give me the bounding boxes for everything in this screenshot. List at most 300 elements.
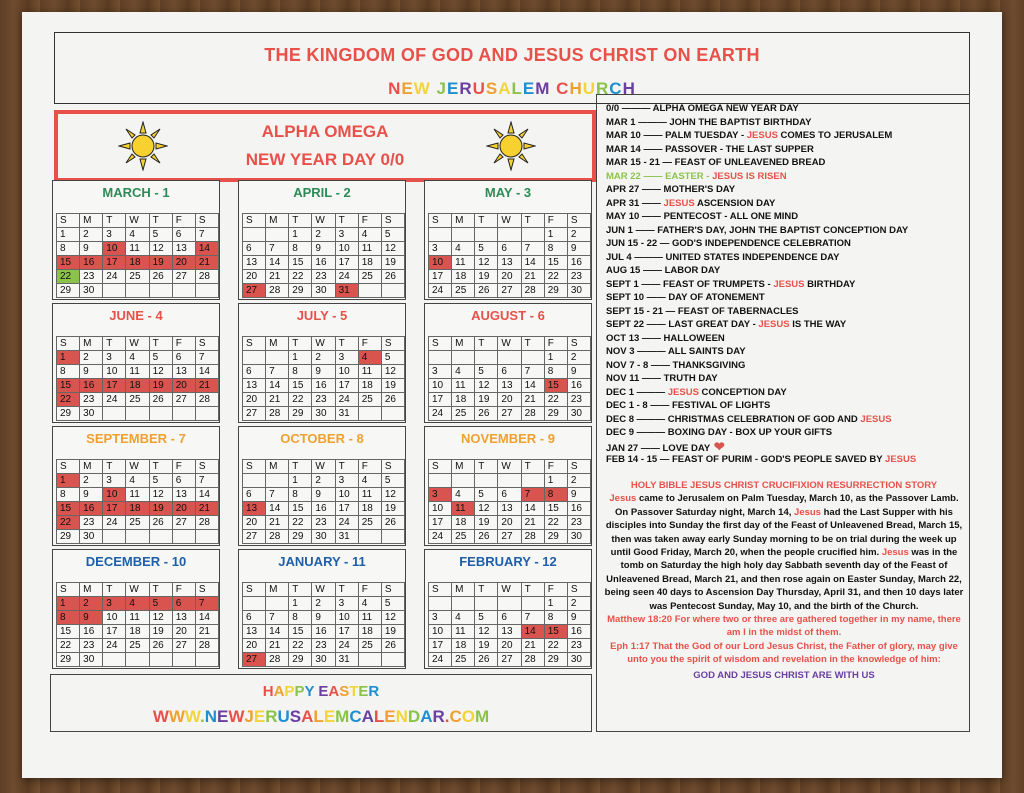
day-cell: 11: [452, 379, 475, 393]
day-cell: [429, 228, 452, 242]
day-cell: 28: [195, 516, 218, 530]
day-cell: 9: [567, 242, 590, 256]
day-cell: 6: [243, 242, 266, 256]
day-cell: 16: [567, 625, 590, 639]
weekday-header: W: [312, 337, 335, 351]
day-cell: 15: [57, 502, 80, 516]
day-cell: 22: [544, 393, 567, 407]
day-cell: 24: [103, 393, 126, 407]
day-cell: 24: [335, 270, 358, 284]
weekday-header: S: [567, 583, 590, 597]
holiday-entry: SEPT 15 - 21 — FEAST OF TABERNACLES: [606, 305, 799, 317]
day-cell: 8: [57, 365, 80, 379]
month-title: APRIL - 2: [293, 185, 351, 200]
day-cell: 11: [126, 242, 149, 256]
day-cell: 21: [266, 270, 289, 284]
month-calendar: [424, 426, 592, 546]
day-cell: 4: [358, 351, 381, 365]
day-cell: 15: [289, 379, 312, 393]
weekday-header: F: [172, 337, 195, 351]
day-cell: 24: [335, 516, 358, 530]
day-cell: 4: [452, 242, 475, 256]
day-cell: 17: [429, 270, 452, 284]
day-cell: [149, 653, 172, 667]
day-cell: 23: [312, 639, 335, 653]
day-cell: 19: [149, 379, 172, 393]
month-calendar: [52, 426, 220, 546]
weekday-header: F: [544, 460, 567, 474]
day-cell: 2: [567, 351, 590, 365]
day-cell: 26: [381, 270, 404, 284]
day-cell: 31: [335, 407, 358, 421]
holiday-entry: MAR 1 ——— JOHN THE BAPTIST BIRTHDAY: [606, 116, 812, 128]
day-cell: 22: [544, 639, 567, 653]
holiday-entry: SEPT 10 —— DAY OF ATONEMENT: [606, 292, 765, 303]
holiday-entry: JUN 15 - 22 — GOD'S INDEPENDENCE CELEBRATION: [606, 238, 851, 249]
day-cell: 27: [172, 393, 195, 407]
day-cell: [149, 407, 172, 421]
day-cell: [452, 351, 475, 365]
month-calendar: [238, 180, 406, 300]
day-cell: 15: [57, 379, 80, 393]
day-cell: 26: [149, 270, 172, 284]
day-cell: [521, 228, 544, 242]
weekday-header: S: [195, 337, 218, 351]
month-title: OCTOBER - 8: [280, 431, 364, 446]
new-year-banner: [54, 110, 596, 182]
day-cell: 11: [126, 611, 149, 625]
day-cell: 17: [429, 639, 452, 653]
day-cell: 8: [57, 488, 80, 502]
day-cell: 15: [289, 256, 312, 270]
day-cell: 1: [57, 351, 80, 365]
day-cell: [126, 407, 149, 421]
day-cell: 14: [195, 611, 218, 625]
weekday-header: T: [149, 214, 172, 228]
day-cell: 18: [358, 625, 381, 639]
day-cell: [149, 530, 172, 544]
weekday-header: T: [335, 214, 358, 228]
day-cell: 8: [57, 242, 80, 256]
day-cell: 16: [312, 256, 335, 270]
day-cell: 15: [544, 379, 567, 393]
weekday-header: T: [521, 214, 544, 228]
weekday-header: S: [243, 460, 266, 474]
day-cell: 30: [567, 653, 590, 667]
weekday-header: S: [429, 337, 452, 351]
day-cell: 1: [289, 474, 312, 488]
day-cell: 14: [195, 242, 218, 256]
day-cell: [103, 530, 126, 544]
weekday-header: S: [381, 460, 404, 474]
holiday-entry: FEB 14 - 15 — FEAST OF PURIM - GOD'S PEOPLE SAVED BY JESUS: [606, 454, 917, 465]
holiday-panel: [596, 94, 970, 732]
holiday-entry: MAR 10 —— PALM TUESDAY - JESUS COMES TO JERUSALEM: [606, 130, 893, 141]
day-cell: 30: [567, 407, 590, 421]
holiday-entry: MAR 15 - 21 — FEAST OF UNLEAVENED BREAD: [606, 157, 826, 168]
day-cell: 13: [243, 256, 266, 270]
day-cell: 2: [80, 228, 103, 242]
verse-matthew: Matthew 18:20 For where two or three are gathered together in my name, there am I in the midst of them.: [607, 614, 961, 639]
month-title: AUGUST - 6: [471, 308, 545, 323]
weekday-header: T: [335, 460, 358, 474]
day-cell: [498, 228, 521, 242]
day-cell: 26: [149, 639, 172, 653]
day-cell: 4: [126, 474, 149, 488]
day-cell: 11: [358, 242, 381, 256]
day-cell: 2: [312, 351, 335, 365]
day-cell: 10: [429, 625, 452, 639]
day-cell: 25: [126, 393, 149, 407]
day-cell: 9: [80, 611, 103, 625]
day-cell: 13: [498, 625, 521, 639]
banner-line-2: NEW YEAR DAY 0/0: [245, 150, 405, 169]
day-cell: 23: [567, 270, 590, 284]
holiday-entry: SEPT 22 —— LAST GREAT DAY - JESUS IS THE WAY: [606, 319, 847, 330]
day-cell: 25: [358, 270, 381, 284]
holiday-entry: NOV 7 - 8 —— THANKSGIVING: [606, 359, 746, 371]
day-cell: [475, 351, 498, 365]
weekday-header: M: [452, 337, 475, 351]
weekday-header: S: [195, 214, 218, 228]
day-cell: 25: [452, 284, 475, 298]
day-cell: 11: [126, 488, 149, 502]
day-cell: 27: [243, 653, 266, 667]
banner-line-1: ALPHA OMEGA: [261, 122, 389, 141]
weekday-header: W: [126, 583, 149, 597]
day-cell: 12: [475, 379, 498, 393]
day-cell: 20: [498, 393, 521, 407]
day-cell: 21: [195, 379, 218, 393]
day-cell: 4: [126, 597, 149, 611]
month-title: NOVEMBER - 9: [461, 431, 555, 446]
day-cell: 3: [103, 474, 126, 488]
day-cell: 22: [544, 516, 567, 530]
holiday-entry: DEC 1 - 8 —— FESTIVAL OF LIGHTS: [606, 400, 771, 411]
day-cell: 15: [544, 256, 567, 270]
day-cell: 16: [567, 379, 590, 393]
day-cell: 15: [57, 256, 80, 270]
day-cell: [243, 474, 266, 488]
day-cell: 4: [452, 488, 475, 502]
day-cell: 25: [358, 393, 381, 407]
day-cell: 22: [289, 639, 312, 653]
day-cell: [521, 474, 544, 488]
day-cell: 22: [544, 270, 567, 284]
verse-ephesians: Eph 1:17 That the God of our Lord Jesus Christ, the Father of glory, may give unto you the spirit of wisdom and revelation in the knowledge of him:: [610, 640, 958, 666]
church-name: NEW JERUSALEM CHURCH: [388, 79, 636, 98]
weekday-header: W: [498, 214, 521, 228]
day-cell: 18: [452, 639, 475, 653]
day-cell: 13: [243, 625, 266, 639]
day-cell: 3: [335, 228, 358, 242]
day-cell: 13: [498, 256, 521, 270]
day-cell: [149, 284, 172, 298]
day-cell: 1: [57, 597, 80, 611]
day-cell: 8: [544, 488, 567, 502]
day-cell: 26: [475, 530, 498, 544]
day-cell: 1: [57, 474, 80, 488]
day-cell: 2: [312, 228, 335, 242]
weekday-header: F: [172, 214, 195, 228]
day-cell: 10: [103, 611, 126, 625]
day-cell: 28: [266, 407, 289, 421]
holiday-entry: JUN 1 —— FATHER'S DAY, JOHN THE BAPTIST CONCEPTION DAY: [606, 224, 909, 236]
day-cell: 28: [521, 284, 544, 298]
day-cell: [475, 597, 498, 611]
sun-icon: [486, 121, 536, 171]
day-cell: 24: [103, 270, 126, 284]
day-cell: 16: [312, 502, 335, 516]
day-cell: 24: [103, 516, 126, 530]
day-cell: 5: [381, 474, 404, 488]
day-cell: 9: [312, 488, 335, 502]
day-cell: 14: [195, 365, 218, 379]
day-cell: 10: [429, 502, 452, 516]
day-cell: [475, 474, 498, 488]
day-cell: 20: [172, 256, 195, 270]
day-cell: 3: [103, 228, 126, 242]
day-cell: 14: [266, 256, 289, 270]
website-link[interactable]: WWW.NEWJERUSALEMCALENDAR.COM: [152, 707, 490, 726]
weekday-header: S: [381, 583, 404, 597]
day-cell: 28: [521, 653, 544, 667]
day-cell: 30: [567, 530, 590, 544]
day-cell: 21: [266, 393, 289, 407]
day-cell: [103, 284, 126, 298]
day-cell: 18: [358, 256, 381, 270]
day-cell: 11: [126, 365, 149, 379]
day-cell: 26: [381, 639, 404, 653]
weekday-header: F: [172, 460, 195, 474]
day-cell: [521, 351, 544, 365]
story-title: HOLY BIBLE JESUS CHRIST CRUCIFIXION RESURRECTION STORY: [630, 480, 938, 491]
weekday-header: T: [289, 583, 312, 597]
weekday-header: M: [80, 583, 103, 597]
month-calendar: [424, 549, 592, 669]
day-cell: [452, 474, 475, 488]
day-cell: 19: [475, 639, 498, 653]
day-cell: 28: [266, 530, 289, 544]
day-cell: 6: [498, 611, 521, 625]
day-cell: 1: [544, 474, 567, 488]
day-cell: 27: [243, 284, 266, 298]
day-cell: 23: [312, 270, 335, 284]
day-cell: 6: [172, 351, 195, 365]
weekday-header: W: [126, 337, 149, 351]
day-cell: 2: [312, 597, 335, 611]
day-cell: 9: [312, 242, 335, 256]
day-cell: 15: [544, 625, 567, 639]
day-cell: 5: [475, 365, 498, 379]
weekday-header: S: [429, 460, 452, 474]
holiday-entry: SEPT 1 —— FEAST OF TRUMPETS - JESUS BIRTHDAY: [606, 278, 856, 290]
day-cell: 2: [80, 597, 103, 611]
day-cell: 28: [195, 393, 218, 407]
day-cell: 3: [335, 597, 358, 611]
day-cell: 27: [243, 407, 266, 421]
day-cell: 8: [289, 242, 312, 256]
day-cell: 10: [103, 365, 126, 379]
holiday-entry: 0/0 ——— ALPHA OMEGA NEW YEAR DAY: [606, 103, 799, 114]
day-cell: 23: [567, 639, 590, 653]
day-cell: 30: [312, 530, 335, 544]
weekday-header: T: [475, 583, 498, 597]
day-cell: 26: [381, 516, 404, 530]
day-cell: 2: [80, 474, 103, 488]
day-cell: [521, 597, 544, 611]
day-cell: [358, 530, 381, 544]
day-cell: 30: [312, 407, 335, 421]
day-cell: [358, 284, 381, 298]
day-cell: 12: [149, 488, 172, 502]
weekday-header: S: [381, 337, 404, 351]
day-cell: 26: [149, 516, 172, 530]
day-cell: [381, 284, 404, 298]
weekday-header: S: [381, 214, 404, 228]
day-cell: 21: [266, 516, 289, 530]
day-cell: 10: [429, 379, 452, 393]
day-cell: 22: [57, 516, 80, 530]
day-cell: 1: [57, 228, 80, 242]
weekday-header: S: [429, 214, 452, 228]
day-cell: 14: [266, 379, 289, 393]
holiday-entry: APR 27 —— MOTHER'S DAY: [606, 184, 736, 195]
day-cell: [103, 407, 126, 421]
day-cell: 27: [498, 407, 521, 421]
day-cell: 5: [475, 488, 498, 502]
day-cell: 5: [149, 474, 172, 488]
weekday-header: T: [103, 214, 126, 228]
day-cell: 10: [335, 242, 358, 256]
weekday-header: S: [243, 214, 266, 228]
day-cell: 4: [358, 228, 381, 242]
story-body: Jesus came to Jerusalem on Palm Tuesday, March 10, as the Passover Lamb. On Passover Saturday night, March 14, Jesus had the Last Supper with his disciples into Sunday the first day of the Feast of Unleavened Bread, March 15, then was taken away early Sunday morning to be on trial during the week up until Good Friday, March 20, when the people crucified him. Jesus was in the tomb on Saturday the high holy day Sabbath seventh day of the Feast of Unleavened Bread, March 21, and then rose again on Easter Sunday, March 22, being seen 40 days to Ascension Day Thursday, April 31, and then 10 days later was Pentecost Sunday, May 10, and the birth of the Church.: [604, 493, 964, 612]
day-cell: [243, 597, 266, 611]
day-cell: [475, 228, 498, 242]
weekday-header: T: [103, 460, 126, 474]
holiday-entry: DEC 9 ——— BOXING DAY - BOX UP YOUR GIFTS: [606, 427, 833, 438]
day-cell: 1: [544, 228, 567, 242]
day-cell: 25: [452, 653, 475, 667]
day-cell: 16: [312, 625, 335, 639]
weekday-header: M: [266, 337, 289, 351]
weekday-header: T: [149, 583, 172, 597]
day-cell: 24: [429, 530, 452, 544]
day-cell: 12: [475, 256, 498, 270]
day-cell: 20: [498, 639, 521, 653]
day-cell: 20: [172, 625, 195, 639]
day-cell: 28: [195, 270, 218, 284]
day-cell: 4: [358, 474, 381, 488]
day-cell: 7: [521, 242, 544, 256]
day-cell: 22: [57, 270, 80, 284]
holiday-entry: MAY 10 —— PENTECOST - ALL ONE MIND: [606, 211, 799, 222]
day-cell: 27: [498, 653, 521, 667]
day-cell: 19: [381, 256, 404, 270]
footer-box: [50, 674, 592, 732]
day-cell: 23: [80, 516, 103, 530]
day-cell: 19: [149, 256, 172, 270]
day-cell: 28: [521, 407, 544, 421]
weekday-header: S: [243, 583, 266, 597]
day-cell: 16: [80, 256, 103, 270]
day-cell: [498, 351, 521, 365]
day-cell: 17: [429, 516, 452, 530]
day-cell: 14: [521, 379, 544, 393]
weekday-header: T: [335, 583, 358, 597]
day-cell: [195, 653, 218, 667]
day-cell: 30: [80, 530, 103, 544]
holiday-entry: MAR 22 —— EASTER - JESUS IS RISEN: [606, 170, 787, 182]
weekday-header: F: [358, 460, 381, 474]
day-cell: 12: [475, 502, 498, 516]
weekday-header: M: [266, 460, 289, 474]
weekday-header: M: [80, 337, 103, 351]
day-cell: 3: [335, 351, 358, 365]
day-cell: 25: [358, 516, 381, 530]
day-cell: 5: [381, 597, 404, 611]
day-cell: 19: [381, 379, 404, 393]
day-cell: 24: [335, 393, 358, 407]
day-cell: 21: [521, 639, 544, 653]
weekday-header: S: [567, 214, 590, 228]
day-cell: 27: [172, 639, 195, 653]
day-cell: 29: [289, 284, 312, 298]
day-cell: 23: [567, 393, 590, 407]
holiday-entry: AUG 15 —— LABOR DAY: [606, 265, 721, 276]
day-cell: [429, 474, 452, 488]
weekday-header: T: [149, 337, 172, 351]
day-cell: [381, 407, 404, 421]
day-cell: 26: [475, 407, 498, 421]
day-cell: 2: [312, 474, 335, 488]
month-title: JANUARY - 11: [278, 554, 366, 569]
day-cell: 8: [57, 611, 80, 625]
day-cell: 29: [289, 530, 312, 544]
day-cell: 7: [266, 242, 289, 256]
story-section: [603, 479, 965, 682]
day-cell: 22: [289, 393, 312, 407]
day-cell: 13: [498, 379, 521, 393]
day-cell: [195, 530, 218, 544]
day-cell: 7: [195, 597, 218, 611]
day-cell: 5: [149, 351, 172, 365]
day-cell: 17: [335, 256, 358, 270]
day-cell: 7: [521, 488, 544, 502]
day-cell: 11: [452, 625, 475, 639]
day-cell: 18: [452, 270, 475, 284]
day-cell: 25: [126, 639, 149, 653]
day-cell: 7: [521, 611, 544, 625]
day-cell: 9: [80, 488, 103, 502]
day-cell: 26: [475, 653, 498, 667]
day-cell: [172, 284, 195, 298]
day-cell: 3: [429, 365, 452, 379]
day-cell: [381, 530, 404, 544]
day-cell: 19: [149, 502, 172, 516]
holiday-entry: JUL 4 ——— UNITED STATES INDEPENDENCE DAY: [606, 251, 840, 263]
weekday-header: T: [289, 337, 312, 351]
day-cell: 29: [57, 653, 80, 667]
day-cell: 30: [312, 653, 335, 667]
day-cell: 9: [312, 611, 335, 625]
day-cell: 25: [452, 407, 475, 421]
day-cell: 14: [521, 256, 544, 270]
day-cell: 20: [498, 270, 521, 284]
day-cell: 30: [312, 284, 335, 298]
day-cell: [358, 653, 381, 667]
